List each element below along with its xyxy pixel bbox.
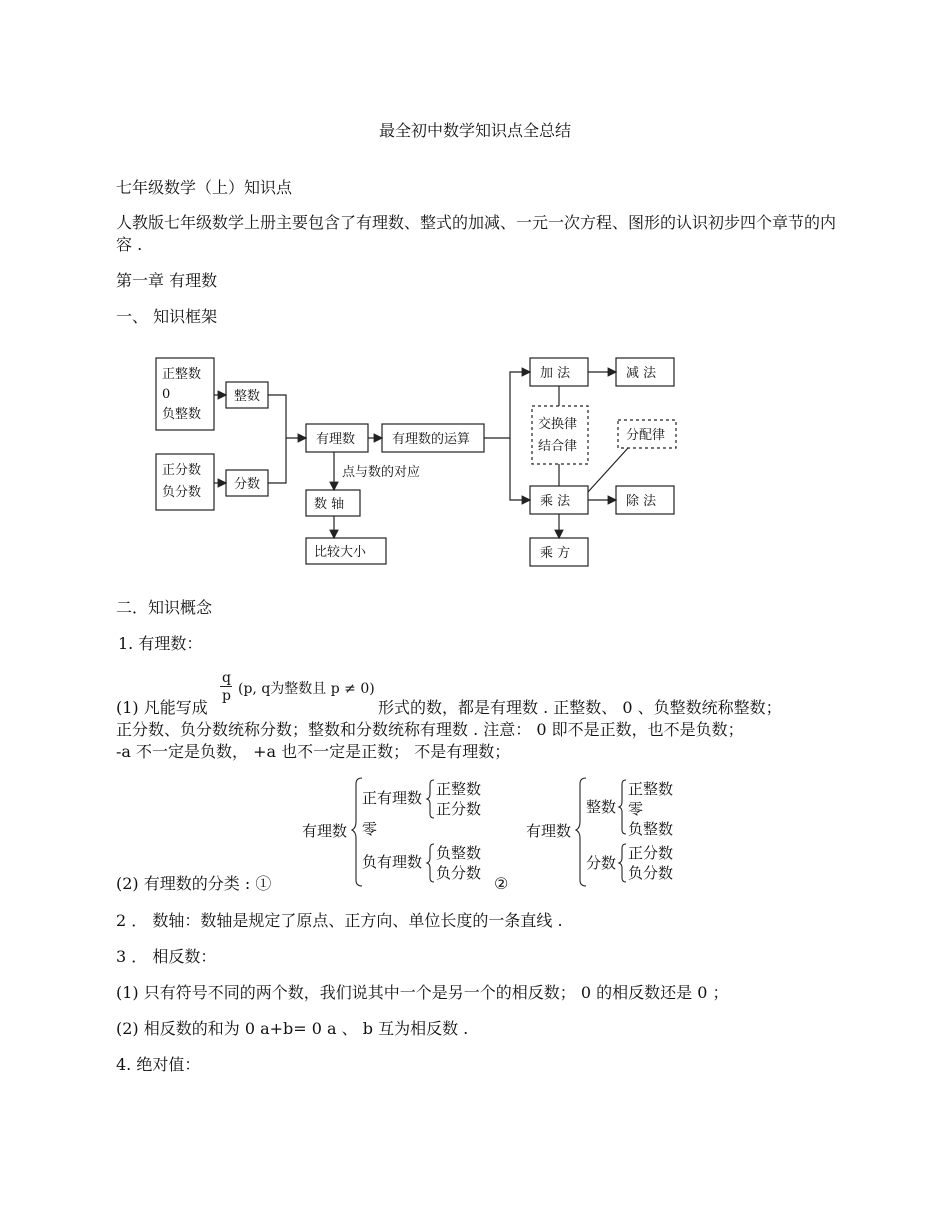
tree1-pos-child-1: 正整数 bbox=[436, 780, 482, 798]
chapter-heading: 第一章 有理数 bbox=[116, 271, 218, 290]
tree2-int-child-3: 负整数 bbox=[628, 820, 674, 838]
label-rational: 有理数 bbox=[316, 432, 356, 447]
tree2-root: 有理数 bbox=[526, 822, 572, 840]
label-associative: 结合律 bbox=[538, 439, 578, 454]
classification-label: (2) 有理数的分类 : ① bbox=[116, 874, 272, 893]
item2-number-line: 2 ． 数轴：数轴是规定了原点、正方向、单位长度的一条直线 . bbox=[116, 911, 563, 930]
label-positive-integer: 正整数 bbox=[162, 367, 202, 382]
tree1-neg-child-2: 负分数 bbox=[436, 864, 482, 882]
fraction-condition: (p, q为整数且 p ≠ 0) bbox=[238, 681, 375, 697]
knowledge-framework-diagram bbox=[148, 340, 688, 576]
item1-p1-line3: -a 不一定是负数， +a 也不一定是正数； 不是有理数； bbox=[116, 742, 511, 761]
label-fraction: 分数 bbox=[234, 477, 261, 492]
label-number-line: 数 轴 bbox=[314, 497, 345, 512]
tree2-int-child-2: 零 bbox=[628, 800, 644, 818]
tree1-root: 有理数 bbox=[302, 822, 348, 840]
label-add: 加 法 bbox=[540, 366, 571, 381]
tree2-frac-child-1: 正分数 bbox=[628, 844, 674, 862]
tree1-positive: 正有理数 bbox=[362, 789, 423, 807]
label-compare: 比较大小 bbox=[314, 545, 367, 560]
tree1-neg-child-1: 负整数 bbox=[436, 844, 482, 862]
tree1-negative: 负有理数 bbox=[362, 853, 423, 871]
item1-p1-rest: 形式的数，都是有理数 . 正整数、 0 、负整数统称整数； bbox=[378, 698, 782, 717]
tree2-int-child-1: 正整数 bbox=[628, 780, 674, 798]
tree2-frac-child-2: 负分数 bbox=[628, 864, 674, 882]
item1-heading: 1. 有理数： bbox=[118, 634, 203, 653]
label-distributive: 分配律 bbox=[626, 428, 666, 443]
item1-p1-start: (1) 凡能写成 bbox=[116, 698, 208, 717]
label-zero: 0 bbox=[162, 387, 171, 402]
label-power: 乘 方 bbox=[540, 546, 571, 561]
label-integer: 整数 bbox=[234, 389, 261, 404]
label-commutative: 交换律 bbox=[538, 417, 578, 432]
item1-p1-line2: 正分数、负分数统称分数；整数和分数统称有理数 . 注意： 0 即不是正数，也不是负数； bbox=[116, 720, 744, 739]
intro-paragraph: 人教版七年级数学上册主要包含了有理数、整式的加减、一元一次方程、图形的认识初步四个章节的内容 . bbox=[116, 213, 837, 254]
item3-p2: (2) 相反数的和为 0 a+b= 0 a 、 b 互为相反数 . bbox=[116, 1019, 469, 1038]
section-title: 七年级数学（上）知识点 bbox=[116, 178, 293, 197]
fraction-bar bbox=[220, 686, 232, 687]
tree2-integer: 整数 bbox=[586, 798, 617, 816]
tree2-fraction: 分数 bbox=[586, 854, 617, 872]
item3-heading: 3 ． 相反数： bbox=[116, 947, 217, 966]
label-positive-fraction: 正分数 bbox=[162, 463, 202, 478]
fraction-numerator: q bbox=[222, 670, 231, 686]
label-correspondence: 点与数的对应 bbox=[342, 465, 421, 480]
laws-box bbox=[532, 406, 588, 464]
label-divide: 除 法 bbox=[626, 494, 657, 509]
label-subtract: 减 法 bbox=[626, 366, 657, 381]
item4-heading: 4. 绝对值： bbox=[116, 1055, 201, 1074]
label-negative-fraction: 负分数 bbox=[162, 485, 202, 500]
label-operations: 有理数的运算 bbox=[392, 432, 471, 447]
tree1-zero: 零 bbox=[362, 820, 378, 838]
classification-marker-2: ② bbox=[494, 874, 509, 893]
label-negative-integer: 负整数 bbox=[162, 407, 202, 422]
framework-heading: 一、 知识框架 bbox=[116, 307, 218, 326]
document-title: 最全初中数学知识点全总结 bbox=[378, 121, 571, 140]
label-multiply: 乘 法 bbox=[540, 494, 571, 509]
item3-p1: (1) 只有符号不同的两个数，我们说其中一个是另一个的相反数； 0 的相反数还是 0 ； bbox=[116, 983, 729, 1002]
tree1-pos-child-2: 正分数 bbox=[436, 800, 482, 818]
fraction-denominator: p bbox=[222, 688, 231, 704]
concepts-heading: 二．知识概念 bbox=[116, 598, 213, 617]
